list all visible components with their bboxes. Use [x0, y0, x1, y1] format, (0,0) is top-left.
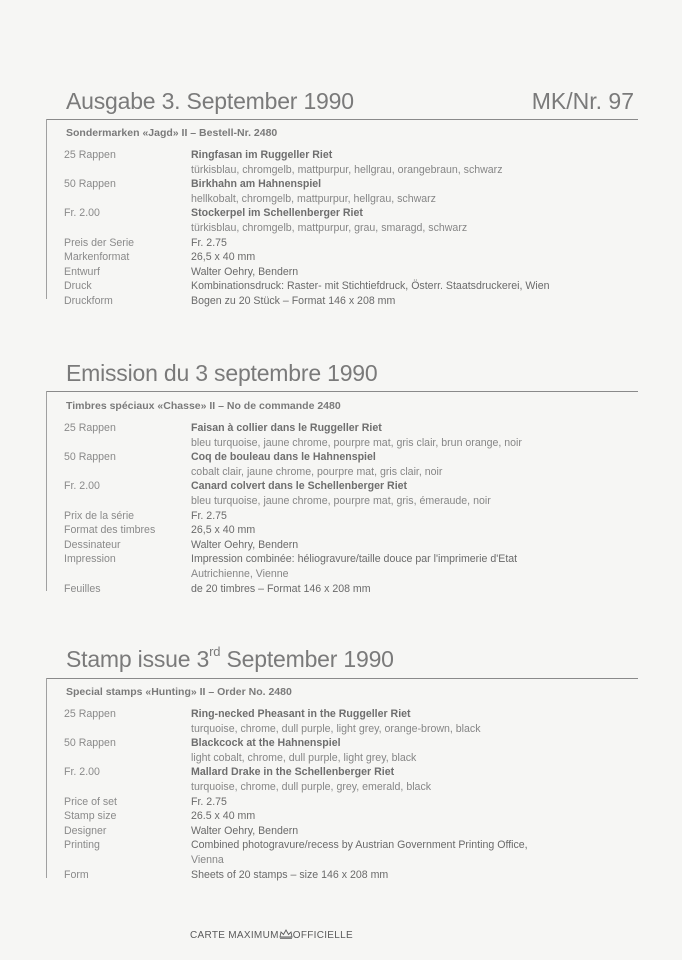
detail-label: Markenformat: [64, 251, 130, 264]
section-french: [64, 360, 636, 595]
stamp-value: 25 Rappen: [64, 149, 116, 161]
detail-value: Kombinationsdruck: Raster- mit Stichtiefdruck, Österr. Staatsdruckerei, Wien: [191, 280, 550, 293]
detail-label: Preis der Serie: [64, 236, 135, 249]
detail-label: Entwurf: [64, 265, 100, 278]
detail-label: Printing: [64, 839, 100, 852]
detail-label: Prix de la série: [64, 509, 135, 522]
stamp-colors: bleu turquoise, jaune chrome, pourpre mat, gris clair, brun orange, noir: [191, 436, 522, 449]
stamp-details: [66, 148, 641, 309]
detail-value: 26,5 x 40 mm: [191, 251, 256, 264]
stamp-value: 50 Rappen: [64, 737, 116, 750]
divider: [46, 391, 638, 392]
stamp-row: [66, 765, 641, 794]
detail-label: Feuilles: [64, 582, 101, 595]
detail-value: Walter Oehry, Bendern: [191, 824, 299, 837]
stamp-row: [66, 707, 641, 736]
stamp-value: 50 Rappen: [64, 178, 116, 191]
detail-row: [66, 523, 641, 538]
stamp-value: Fr. 2.00: [64, 480, 100, 493]
section-subtitle: Timbres spéciaux «Chasse» II – No de commande 2480: [66, 400, 341, 412]
stamp-name: Birkhahn am Hahnenspiel: [191, 178, 322, 191]
section-german: [64, 88, 636, 307]
stamp-colors: light cobalt, chrome, dull purple, light grey, black: [191, 751, 417, 764]
liechtenstein-crown-icon: [279, 929, 293, 939]
detail-row: [66, 250, 641, 265]
footer-text-right: OFFICIELLE: [292, 930, 353, 941]
stamp-name: Ringfasan im Ruggeller Riet: [191, 149, 333, 161]
stamp-name: Faisan à collier dans le Ruggeller Riet: [191, 422, 382, 434]
stamp-row: [66, 148, 641, 177]
divider-vertical: [46, 119, 47, 299]
detail-label: Form: [64, 868, 89, 881]
detail-row: [66, 838, 641, 867]
detail-value-continued: Autrichienne, Vienne: [191, 567, 289, 580]
detail-row: [66, 279, 641, 294]
detail-label: Price of set: [64, 795, 117, 808]
stamp-value: Fr. 2.00: [64, 207, 100, 220]
detail-row: [66, 795, 641, 810]
stamp-colors: bleu turquoise, jaune chrome, pourpre mat, gris, émeraude, noir: [191, 494, 491, 507]
detail-row: [66, 294, 641, 309]
detail-label: Format des timbres: [64, 524, 156, 537]
section-subtitle: Special stamps «Hunting» II – Order No. 2480: [66, 686, 292, 698]
detail-row: [66, 809, 641, 824]
detail-row: [66, 538, 641, 553]
detail-value: 26.5 x 40 mm: [191, 810, 256, 823]
footer-text-left: CARTE MAXIMUM: [190, 930, 279, 941]
stamp-row: [66, 736, 641, 765]
stamp-row: [66, 479, 641, 508]
stamp-name: Coq de bouleau dans le Hahnenspiel: [191, 451, 376, 464]
detail-row: [66, 509, 641, 524]
detail-value-continued: Vienna: [191, 853, 224, 866]
stamp-colors: türkisblau, chromgelb, mattpurpur, hellgrau, orangebraun, schwarz: [191, 163, 503, 176]
detail-value: Impression combinée: héliogravure/taille douce par l'imprimerie d'Etat: [191, 553, 518, 566]
footer-logo: [190, 929, 353, 941]
detail-value: Fr. 2.75: [191, 795, 227, 808]
stamp-colors: cobalt clair, jaune chrome, pourpre mat, gris clair, noir: [191, 465, 443, 478]
detail-label: Dessinateur: [64, 538, 121, 551]
stamp-colors: turquoise, chrome, dull purple, grey, emerald, black: [191, 780, 432, 793]
stamp-value: Fr. 2.00: [64, 766, 100, 779]
detail-row: [66, 552, 641, 581]
detail-label: Impression: [64, 553, 116, 566]
stamp-name: Canard colvert dans le Schellenberger Riet: [191, 480, 408, 493]
stamp-value: 25 Rappen: [64, 422, 116, 434]
stamp-colors: hellkobalt, chromgelb, mattpurpur, hellgrau, schwarz: [191, 192, 436, 205]
stamp-name: Blackcock at the Hahnenspiel: [191, 737, 341, 750]
detail-value: Walter Oehry, Bendern: [191, 265, 299, 278]
stamp-name: Stockerpel im Schellenberger Riet: [191, 207, 363, 220]
stamp-colors: turquoise, chrome, dull purple, light grey, orange-brown, black: [191, 722, 481, 735]
detail-value: Fr. 2.75: [191, 236, 227, 249]
detail-value: Fr. 2.75: [191, 509, 227, 522]
detail-row: [66, 582, 641, 597]
stamp-row: [66, 206, 641, 235]
section-subtitle: Sondermarken «Jagd» II – Bestell-Nr. 2480: [66, 127, 278, 139]
stamp-value: 25 Rappen: [64, 708, 116, 720]
detail-label: Stamp size: [64, 810, 117, 823]
title-rest: September 1990: [220, 646, 394, 672]
section-title: Ausgabe 3. September 1990: [66, 88, 354, 114]
detail-label: Druckform: [64, 294, 113, 307]
section-title: [66, 646, 394, 673]
stamp-name: Mallard Drake in the Schellenberger Riet: [191, 766, 395, 779]
detail-value: 26,5 x 40 mm: [191, 524, 256, 537]
mk-number: MK/Nr. 97: [531, 88, 634, 114]
detail-value: de 20 timbres – Format 146 x 208 mm: [191, 582, 371, 595]
divider-vertical: [46, 391, 47, 591]
section-title: Emission du 3 septembre 1990: [66, 360, 378, 386]
detail-value: Bogen zu 20 Stück – Format 146 x 208 mm: [191, 294, 396, 307]
detail-value: Combined photogravure/recess by Austrian Government Printing Office,: [191, 839, 528, 852]
title-ordinal: rd: [209, 644, 221, 660]
detail-value: Sheets of 20 stamps – size 146 x 208 mm: [191, 868, 389, 881]
stamp-details: [66, 707, 641, 882]
divider: [46, 119, 638, 120]
detail-row: [66, 236, 641, 251]
detail-label: Druck: [64, 280, 92, 293]
detail-row: [66, 868, 641, 883]
detail-value: Walter Oehry, Bendern: [191, 538, 299, 551]
stamp-row: [66, 177, 641, 206]
title-main: Stamp issue 3: [66, 646, 210, 672]
stamp-details: [66, 421, 641, 596]
stamp-value: 50 Rappen: [64, 451, 116, 464]
section-english: [64, 644, 636, 881]
stamp-row: [66, 421, 641, 450]
detail-row: [66, 265, 641, 280]
stamp-row: [66, 450, 641, 479]
detail-label: Designer: [64, 824, 107, 837]
detail-row: [66, 824, 641, 839]
stamp-name: Ring-necked Pheasant in the Ruggeller Riet: [191, 708, 411, 720]
divider: [46, 678, 638, 679]
divider-vertical: [46, 678, 47, 878]
stamp-colors: türkisblau, chromgelb, mattpurpur, grau, smaragd, schwarz: [191, 221, 468, 234]
